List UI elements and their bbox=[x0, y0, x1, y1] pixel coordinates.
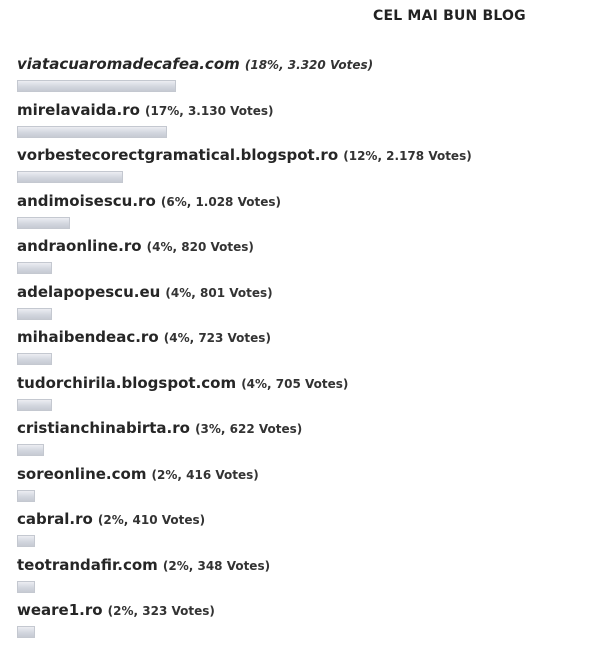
answer-name: viatacuaromadecafea.com bbox=[17, 55, 240, 73]
poll-result-item bbox=[17, 555, 607, 601]
poll-result-item bbox=[17, 373, 607, 419]
answer-stats: (4%, 705 Votes) bbox=[241, 376, 349, 391]
poll-result-item bbox=[17, 191, 607, 237]
poll-bar-track bbox=[17, 262, 607, 275]
answer-name: soreonline.com bbox=[17, 464, 147, 483]
answer-stats: (4%, 723 Votes) bbox=[163, 331, 271, 345]
poll-answer-row bbox=[17, 373, 607, 394]
poll-answer-row bbox=[17, 100, 607, 121]
answer-name: vorbestecorectgramatical.blogspot.ro bbox=[17, 146, 339, 164]
poll-answer-row bbox=[17, 282, 607, 303]
answer-stats: (2%, 410 Votes) bbox=[97, 513, 206, 527]
poll-bar bbox=[17, 171, 123, 183]
poll-bar-track bbox=[17, 80, 607, 93]
answer-name: adelapopescu.eu bbox=[17, 282, 161, 301]
answer-stats: (3%, 622 Votes) bbox=[195, 422, 303, 436]
poll-result-item bbox=[17, 418, 607, 464]
poll-bar bbox=[17, 353, 52, 365]
poll-bar bbox=[17, 217, 70, 229]
poll-result-item bbox=[17, 600, 607, 646]
answer-stats: (12%, 2.178 Votes) bbox=[343, 149, 472, 163]
poll-bar bbox=[17, 581, 35, 593]
poll-result-item bbox=[17, 100, 607, 146]
poll-bar-track bbox=[17, 626, 607, 639]
poll-bar-track bbox=[17, 490, 607, 503]
answer-name: teotrandafir.com bbox=[17, 555, 158, 574]
poll-bar bbox=[17, 490, 35, 502]
answer-name: tudorchirila.blogspot.com bbox=[17, 373, 237, 392]
answer-stats: (2%, 416 Votes) bbox=[151, 467, 259, 482]
poll-answer-row bbox=[17, 145, 607, 166]
poll-bar-track bbox=[17, 581, 607, 594]
answer-stats: (17%, 3.130 Votes) bbox=[145, 103, 274, 118]
answer-stats: (2%, 323 Votes) bbox=[107, 604, 215, 618]
poll-result-item bbox=[17, 54, 607, 100]
poll-bar bbox=[17, 80, 176, 92]
poll-bar-track bbox=[17, 399, 607, 412]
answer-stats: (4%, 820 Votes) bbox=[146, 240, 254, 254]
poll-result-item bbox=[17, 327, 607, 373]
poll-result-item bbox=[17, 464, 607, 510]
poll-bar bbox=[17, 308, 52, 320]
poll-answer-row bbox=[17, 191, 607, 212]
answer-name: andraonline.ro bbox=[17, 237, 142, 255]
poll-answer-row bbox=[17, 418, 607, 439]
answer-name: cristianchinabirta.ro bbox=[17, 419, 190, 437]
answer-stats: (2%, 348 Votes) bbox=[162, 558, 271, 573]
answer-name: andimoisescu.ro bbox=[17, 191, 156, 210]
poll-bar-track bbox=[17, 126, 607, 139]
poll-result-item bbox=[17, 236, 607, 282]
poll-answer-row bbox=[17, 509, 607, 530]
answer-name: mihaibendeac.ro bbox=[17, 328, 159, 346]
poll-results-list bbox=[17, 54, 607, 646]
poll-bar-track bbox=[17, 444, 607, 457]
poll-answer-row bbox=[17, 600, 607, 621]
poll-bar-track bbox=[17, 535, 607, 548]
poll-bar-track bbox=[17, 308, 607, 321]
poll-bar bbox=[17, 444, 44, 456]
poll-bar bbox=[17, 626, 35, 638]
poll-bar-track bbox=[17, 171, 607, 184]
poll-answer-row bbox=[17, 54, 607, 75]
poll-result-item bbox=[17, 282, 607, 328]
poll-bar bbox=[17, 262, 52, 274]
poll-answer-row bbox=[17, 236, 607, 257]
answer-stats: (6%, 1.028 Votes) bbox=[160, 194, 281, 209]
poll-bar-track bbox=[17, 217, 607, 230]
poll-bar bbox=[17, 126, 167, 138]
answer-name: weare1.ro bbox=[17, 601, 103, 619]
answer-name: cabral.ro bbox=[17, 510, 93, 528]
poll-answer-row bbox=[17, 555, 607, 576]
poll-title: CEL MAI BUN BLOG bbox=[373, 8, 526, 24]
answer-stats: (4%, 801 Votes) bbox=[165, 285, 273, 300]
poll-result-item bbox=[17, 145, 607, 191]
answer-name: mirelavaida.ro bbox=[17, 100, 140, 119]
poll-bar bbox=[17, 399, 52, 411]
poll-bar bbox=[17, 535, 35, 547]
poll-answer-row bbox=[17, 327, 607, 348]
answer-stats: (18%, 3.320 Votes) bbox=[244, 58, 374, 72]
poll-result-item bbox=[17, 509, 607, 555]
poll-bar-track bbox=[17, 353, 607, 366]
poll-answer-row bbox=[17, 464, 607, 485]
